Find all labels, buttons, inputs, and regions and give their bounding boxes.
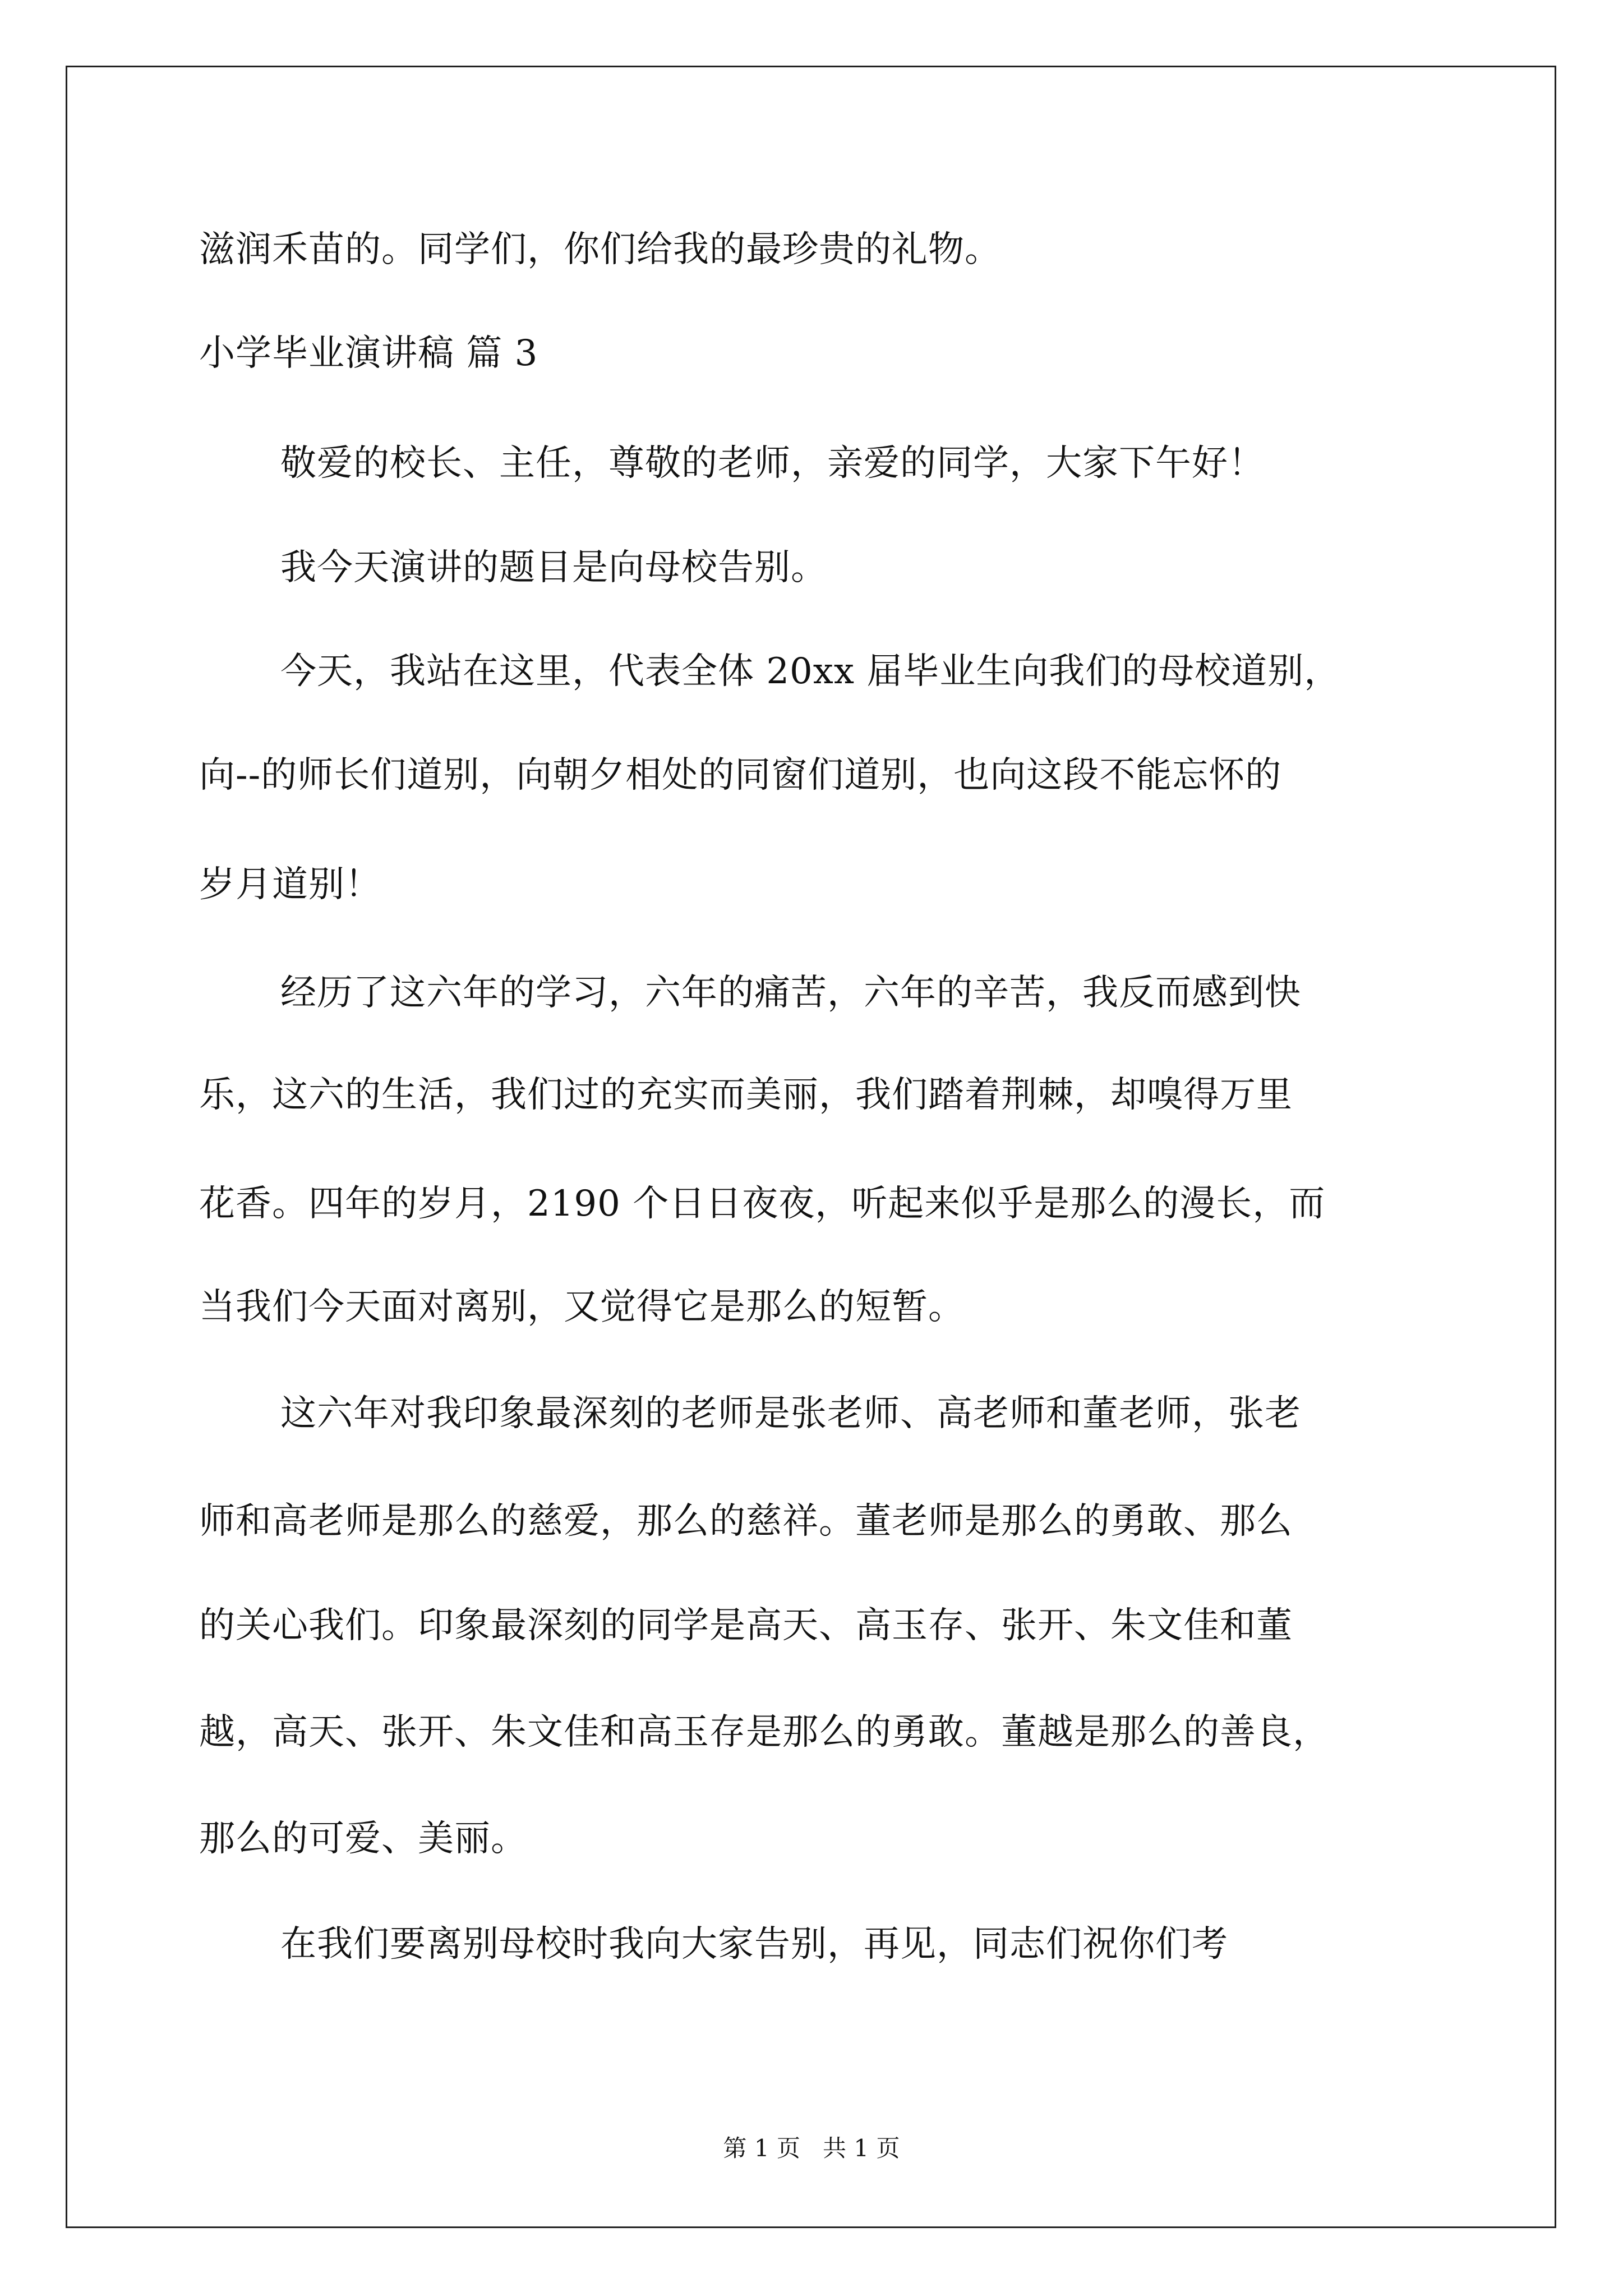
paragraph-2-line-4: 当我们今天面对离别，又觉得它是那么的短暂。 xyxy=(199,1286,965,1328)
paragraph-2-line-2: 乐，这六的生活，我们过的充实而美丽，我们踏着荆棘，却嗅得万里 xyxy=(199,1074,1293,1116)
body-line-1: 滋润禾苗的。同学们，你们给我的最珍贵的礼物。 xyxy=(199,229,1001,270)
paragraph-1-line-3: 岁月道别！ xyxy=(199,864,381,905)
paragraph-1-line-2: 向--的师长们道别，向朝夕相处的同窗们道别，也向这段不能忘怀的 xyxy=(199,754,1282,796)
paragraph-2-line-3: 花香。四年的岁月，2190 个日日夜夜，听起来似乎是那么的漫长，而 xyxy=(199,1183,1326,1225)
paragraph-3-line-3: 的关心我们。印象最深刻的同学是高天、高玉存、张开、朱文佳和董 xyxy=(199,1605,1293,1646)
paragraph-3-line-4: 越，高天、张开、朱文佳和高玉存是那么的勇敢。董越是那么的善良， xyxy=(199,1711,1329,1753)
page-border xyxy=(66,66,1556,2228)
paragraph-3-line-5: 那么的可爱、美丽。 xyxy=(199,1818,527,1860)
greeting-line: 敬爱的校长、主任，尊敬的老师，亲爱的同学，大家下午好！ xyxy=(280,443,1265,484)
speech-topic-line: 我今天演讲的题目是向母校告别。 xyxy=(280,547,827,588)
page-footer: 第 1 页 共 1 页 xyxy=(723,2134,900,2162)
section-heading: 小学毕业演讲稿 篇 3 xyxy=(199,333,538,374)
paragraph-3-line-2: 师和高老师是那么的慈爱，那么的慈祥。董老师是那么的勇敢、那么 xyxy=(199,1501,1293,1542)
paragraph-3-line-1: 这六年对我印象最深刻的老师是张老师、高老师和董老师，张老 xyxy=(280,1393,1301,1434)
paragraph-4-line-1: 在我们要离别母校时我向大家告别，再见，同志们祝你们考 xyxy=(280,1924,1228,1965)
paragraph-2-line-1: 经历了这六年的学习，六年的痛苦，六年的辛苦，我反而感到快 xyxy=(280,972,1301,1014)
paragraph-1-line-1: 今天，我站在这里，代表全体 20xx 届毕业生向我们的母校道别， xyxy=(280,651,1341,692)
